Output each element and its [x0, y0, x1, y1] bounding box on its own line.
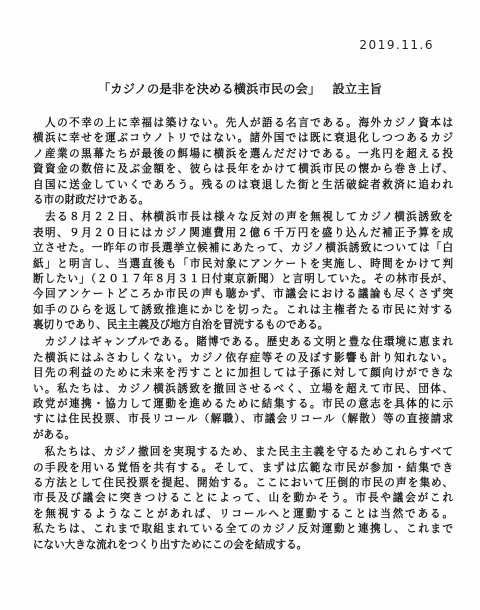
- text-line: た横浜にはふさわしくない。カジノ依存症等その及ぼす影響も計り知れない。: [33, 351, 453, 364]
- text-line: 断したい」（２０１７年８月３１日付東京新聞）と言明していた。その林市長が、: [33, 272, 453, 285]
- text-line: 立させた。一昨年の市長選挙立候補にあたって、カジノ横浜誘致については「白: [33, 242, 453, 255]
- text-line: 私たちは、これまで取組まれている全てのカジノ反対運動と連携し、これまで: [33, 523, 453, 536]
- text-line: 裏切りであり、民主主義及び地方自治を冒涜するものである。: [33, 319, 329, 332]
- text-line: 横浜に幸せを運ぶコウノトリではない。諸外国では既に衰退化しつつあるカジ: [33, 132, 453, 145]
- paragraph-4: [33, 445, 453, 553]
- document-date: 2019.11.6: [359, 38, 434, 52]
- organization-name: 「カジノの是非を決める横浜市民の会」: [97, 82, 321, 96]
- text-line: 去る８月２２日、林横浜市長は様々な反対の声を無視してカジノ横浜誘致を: [33, 211, 453, 224]
- text-line: い。私たちは、カジノ横浜誘致を撤回させるべく、立場を超えて市民、団体、: [33, 382, 453, 395]
- paragraph-1: [33, 116, 453, 208]
- text-line: 表明、９月２０日にはカジノ関連費用２億６千万円を盛り込んだ補正予算を成: [33, 226, 453, 239]
- text-line: 政党が連携・協力して運動を進めるために結集する。市民の意志を具体的に示: [33, 398, 453, 411]
- text-line: を無視するようなことがあれば、リコールへと運動することは当然である。: [33, 507, 453, 520]
- text-line: 市長及び議会に突きつけることによって、山を動かそう。市長や議会がこれ: [33, 492, 453, 505]
- document-title: [0, 80, 480, 97]
- text-line: 今回アンケートどころか市民の声も聴かず、市議会における議論も尽くさず突: [33, 288, 453, 301]
- text-line: にない大きな流れをつくり出すためにこの会を結成する。: [33, 538, 308, 551]
- text-line: 自国に送金していくであろう。残るのは衰退した街と生活破綻者救済に追われ: [33, 178, 453, 191]
- text-line: 紙」と明言し、当選直後も「市民対象にアンケートを実施し、時間をかけて判: [33, 257, 453, 270]
- text-line: 資資金の数倍に及ぶ金額を、彼らは長年をかけて横浜市民の懐から巻き上げ、: [33, 163, 453, 176]
- text-line: 私たちは、カジノ撤回を実現するため、また民主主義を守るためこれらすべて: [33, 446, 453, 459]
- text-line: ノ産業の黒幕たちが最後の餌場に横浜を選んだだけである。一兆円を超える投: [33, 147, 453, 160]
- text-line: 目先の利益のために未来を汚すことに加担しては子孫に対して顔向けができな: [33, 367, 453, 380]
- text-line: がある。: [33, 428, 76, 441]
- text-line: カジノはギャンブルである。賭博である。歴史ある文明と豊な住環境に恵まれ: [33, 336, 453, 349]
- text-line: すには住民投票、市長リコール（解職）、市議会リコール（解散）等の直接請求: [33, 413, 453, 426]
- document-subtitle: 設立主旨: [332, 82, 383, 96]
- text-line: 人の不幸の上に幸福は築けない。先人が語る名言である。海外カジノ資本は: [33, 117, 453, 129]
- text-line: の手段を用いる覚悟を共有する。そして、まずは広範な市民が参加・結集でき: [33, 461, 453, 474]
- paragraph-2: [33, 210, 453, 333]
- paragraph-3: [33, 335, 453, 443]
- text-line: る方法として住民投票を提起、開始する。ここにおいて圧倒的市民の声を集め、: [33, 476, 453, 489]
- text-line: る市の財政だけである。: [33, 193, 150, 206]
- text-line: 如手のひらを返して誘致推進にかじを切った。これは主権者たる市民に対する: [33, 303, 453, 316]
- document-body: [33, 116, 453, 555]
